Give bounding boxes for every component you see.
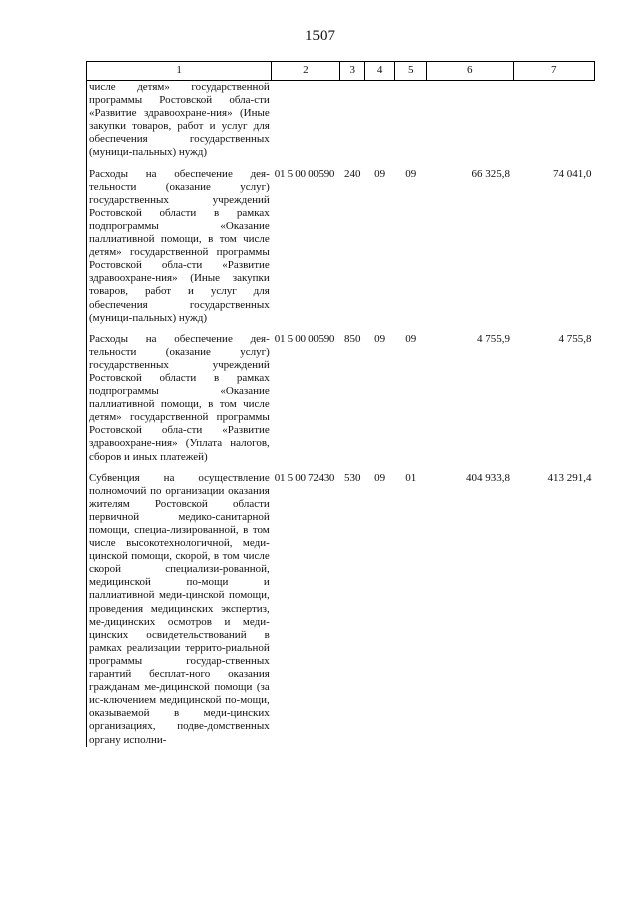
continuation-description: числе детям» государственной программы Ростовской обла-сти «Развитие здравоохране-ния» (Иные закупки товаров, работ и услуг для обеспечения государственных (муници-пальных) нужд) xyxy=(87,81,272,168)
row-description: Расходы на обеспечение дея-тельности (оказание услуг) государственных учреждений Ростовской области в рамках подпрограммы «Оказание паллиативной помощи, в том числе детям» государственной программы Ростовской обла-сти «Развитие здравоохране-ния» (Иные закупки товаров, работ и услуг для обеспечения государственных (муници-пальных) нужд) xyxy=(87,168,272,333)
table-row xyxy=(87,168,595,333)
table-row xyxy=(87,333,595,472)
row-sum-2: 4 755,8 xyxy=(558,332,592,345)
row-expense-type: 530 xyxy=(343,471,361,484)
header-col-4: 4 xyxy=(364,62,395,81)
row-section: 09 xyxy=(374,167,386,180)
header-col-2: 2 xyxy=(272,62,340,81)
row-subsection: 09 xyxy=(405,332,417,345)
row-subsection: 01 xyxy=(405,471,417,484)
row-section: 09 xyxy=(374,471,386,484)
table-header xyxy=(87,62,595,81)
row-sum-1: 4 755,9 xyxy=(477,332,511,345)
row-description: Расходы на обеспечение дея-тельности (оказание услуг) государственных учреждений Ростовской области в рамках подпрограммы «Оказание паллиативной помощи, в том числе детям» государственной программы Ростовской обла-сти «Развитие здравоохране-ния» (Уплата налогов, сборов и иных платежей) xyxy=(87,333,272,472)
row-description: Субвенция на осуществление полномочий по организации оказания жителям Ростовской области первичной медико-санитарной помощи, специа-лизированной, в том числе высокотехнологичной, меди-цинской помощи, скорой, в том числе скорой специализи-рованной, медицинской по-мощи и паллиативной меди-цинской помощи, проведения медицинских экспертиз, ме-дицинских осмотров и меди-цинских освидетельствований в рамках реализации террито-риальной программы государ-ственных гарантий бесплат-ного оказания гражданам ме-дицинской помощи (за ис-ключением медицинской по-мощи, оказываемой в меди-цинских организациях, подве-домственных органу исполни- xyxy=(87,472,272,747)
budget-table xyxy=(86,61,595,747)
row-sum-2: 413 291,4 xyxy=(547,471,592,484)
row-subsection: 09 xyxy=(405,167,417,180)
row-sum-1: 404 933,8 xyxy=(466,471,511,484)
row-section: 09 xyxy=(374,332,386,345)
page-number: 1507 xyxy=(305,28,335,44)
header-col-1: 1 xyxy=(87,62,272,81)
row-expense-type: 850 xyxy=(343,332,361,345)
header-col-5: 5 xyxy=(395,62,427,81)
row-target-code: 01 5 00 72430 xyxy=(274,471,335,484)
header-col-6: 6 xyxy=(426,62,513,81)
table-row xyxy=(87,472,595,747)
header-col-7: 7 xyxy=(513,62,594,81)
table-row-continuation xyxy=(87,81,595,168)
row-expense-type: 240 xyxy=(343,167,361,180)
header-col-3: 3 xyxy=(340,62,364,81)
row-sum-2: 74 041,0 xyxy=(553,167,592,180)
row-target-code: 01 5 00 00590 xyxy=(274,167,335,180)
row-sum-1: 66 325,8 xyxy=(471,167,511,180)
row-target-code: 01 5 00 00590 xyxy=(274,332,335,345)
